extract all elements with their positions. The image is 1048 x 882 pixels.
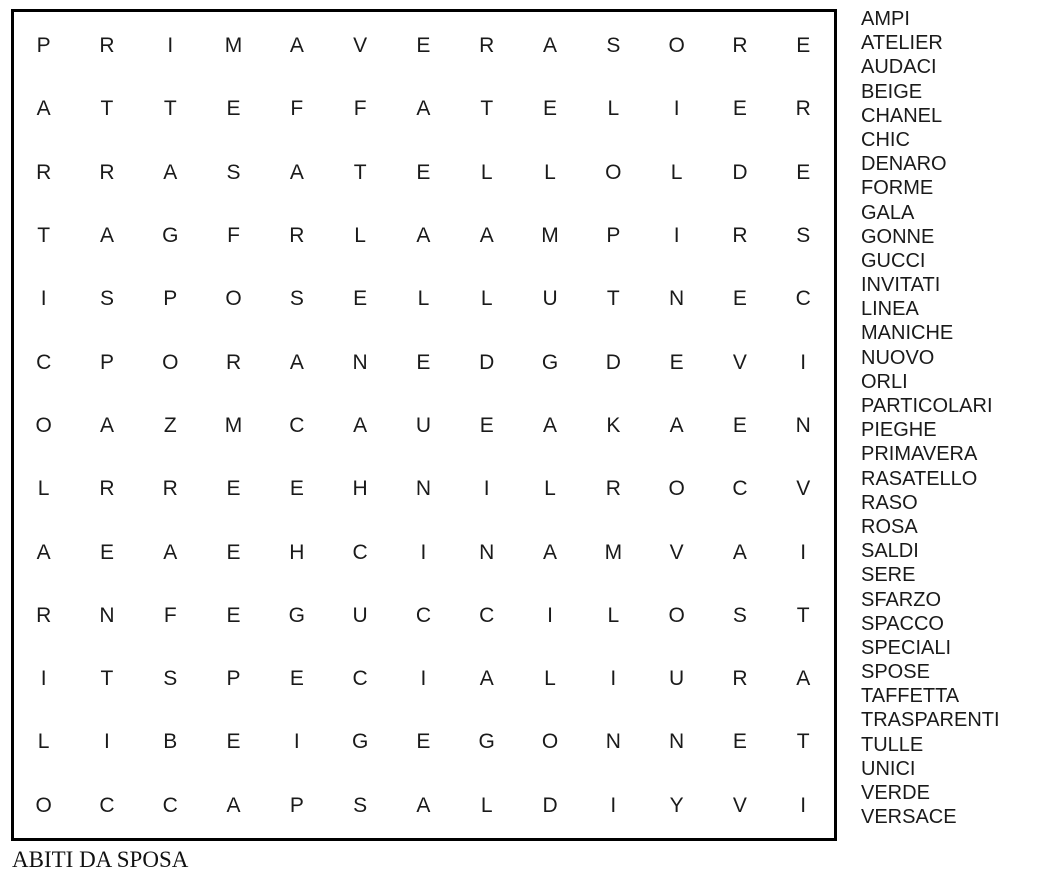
grid-cell[interactable]: E [732,287,747,311]
word-list [861,7,1000,829]
word-list-item: ORLI [861,370,908,393]
grid-cell[interactable]: U [415,413,432,437]
grid-cell[interactable]: E [796,34,811,58]
grid-cell[interactable]: A [479,667,494,691]
grid-cell[interactable]: N [795,413,811,437]
word-list-item: VERSACE [861,806,957,829]
word-list-item: FORME [861,177,934,200]
grid-cell[interactable]: O [668,34,685,58]
grid-cell[interactable]: O [225,287,242,311]
grid-cell[interactable]: I [673,97,680,121]
grid-cell[interactable]: O [668,603,685,627]
grid-cell[interactable]: P [99,350,114,374]
grid-cell[interactable]: O [35,793,52,817]
grid-cell[interactable]: M [224,413,243,437]
grid-cell[interactable]: F [227,224,240,248]
grid-cell[interactable]: T [37,224,51,248]
grid-cell[interactable]: C [415,603,432,627]
grid-cell[interactable]: E [543,97,558,121]
grid-cell[interactable]: I [420,540,427,564]
grid-cell[interactable]: C [352,540,368,564]
grid-cell[interactable]: L [37,730,50,754]
grid-cell[interactable]: N [605,730,621,754]
word-list-item: ATELIER [861,32,943,55]
grid-cell[interactable]: U [352,603,368,627]
grid-cell[interactable]: N [415,477,432,501]
grid-cell[interactable]: A [543,540,558,564]
grid-cell[interactable]: L [37,477,50,501]
grid-cell[interactable]: N [352,350,368,374]
word-list-item: LINEA [861,298,919,321]
word-list-item: RASO [861,491,918,514]
grid-cell[interactable]: E [416,730,431,754]
grid-cell[interactable]: A [669,413,684,437]
grid-cell[interactable]: D [605,350,621,374]
grid-cell[interactable]: G [162,224,179,248]
word-list-item: NUOVO [861,346,935,369]
word-list-item: PARTICOLARI [861,395,993,417]
grid-cell[interactable]: S [226,160,241,184]
grid-cell[interactable]: I [483,477,490,501]
grid-cell[interactable]: S [796,224,811,248]
grid-cell[interactable]: U [669,667,685,691]
grid-cell[interactable]: N [669,730,685,754]
grid-cell[interactable]: E [732,413,747,437]
grid-cell[interactable]: G [478,730,495,754]
grid-cell[interactable]: U [542,287,558,311]
grid-cell[interactable]: E [226,730,241,754]
grid-cell[interactable]: C [795,287,811,311]
word-list-item: MANICHE [861,322,954,345]
grid-cell[interactable]: L [544,160,556,184]
grid-cell[interactable]: F [163,603,177,627]
word-list-item: SPECIALI [861,636,952,659]
grid-cell[interactable]: A [732,540,747,564]
grid-cell[interactable]: R [225,350,242,374]
word-list-item: PRIMAVERA [861,443,978,466]
grid-cell[interactable]: I [800,540,807,564]
grid-cell[interactable]: F [353,97,367,121]
grid-cell[interactable]: F [290,97,304,121]
grid-cell[interactable]: R [732,224,748,248]
word-list-item: SFARZO [861,588,942,611]
grid-cell[interactable]: S [732,603,747,627]
grid-cell[interactable]: E [416,160,431,184]
grid-cell[interactable]: A [796,667,811,691]
grid-cell[interactable]: I [610,667,617,691]
grid-cell[interactable]: R [99,160,115,184]
grid-cell[interactable]: S [163,667,178,691]
grid-cell[interactable]: R [795,97,811,121]
grid-cell[interactable]: R [99,34,115,58]
grid-cell[interactable]: T [796,603,810,627]
grid-cell[interactable]: E [99,540,114,564]
grid-cell[interactable]: I [673,224,680,248]
grid-cell[interactable]: E [226,477,241,501]
word-list-item: VERDE [861,782,930,804]
grid-cell[interactable]: T [163,97,177,121]
grid-cell[interactable]: D [542,793,558,817]
grid-cell[interactable]: L [354,224,366,248]
grid-cell[interactable]: R [36,160,52,184]
grid-cell[interactable]: Y [669,793,684,817]
grid-cell[interactable]: B [163,730,178,754]
grid-cell[interactable]: C [479,603,495,627]
word-list-item: TULLE [861,733,924,756]
word-list-item: PIEGHE [861,419,937,442]
grid-cell[interactable]: A [479,224,494,248]
grid-cell[interactable]: E [796,160,811,184]
grid-cell[interactable]: C [162,793,178,817]
grid-cell[interactable]: G [288,603,305,627]
word-list-item: GUCCI [861,249,926,272]
grid-cell[interactable]: N [669,287,685,311]
grid-cell[interactable]: I [293,730,300,754]
grid-cell[interactable]: H [352,477,368,501]
grid-cell[interactable]: A [416,793,431,817]
grid-cell[interactable]: P [36,34,51,58]
grid-cell[interactable]: O [541,730,559,754]
grid-cell[interactable]: A [416,224,431,248]
grid-cell[interactable]: V [796,477,811,501]
grid-cell[interactable]: I [420,667,427,691]
grid-cell[interactable]: C [99,793,115,817]
grid-cell[interactable]: A [289,34,304,58]
grid-cell[interactable]: E [416,34,431,58]
grid-cell[interactable]: A [289,160,304,184]
grid-cell[interactable]: C [289,413,305,437]
grid-cell[interactable]: R [289,224,305,248]
grid-cell[interactable]: T [606,287,620,311]
grid-cell[interactable]: I [610,793,617,817]
grid-cell[interactable]: R [732,34,748,58]
grid-cell[interactable]: A [163,540,178,564]
grid-cell[interactable]: M [604,540,623,564]
grid-cell[interactable]: A [36,540,51,564]
grid-cell[interactable]: I [104,730,110,754]
grid-cell[interactable]: A [226,793,241,817]
grid-cell[interactable]: M [541,224,559,248]
grid-cell[interactable]: O [162,350,179,374]
grid-cell[interactable]: R [479,34,495,58]
grid-cell[interactable]: L [607,97,620,121]
grid-cell[interactable]: A [99,413,114,437]
grid-cell[interactable]: E [226,603,241,627]
word-list-item: AMPI [861,8,910,30]
grid-cell[interactable]: V [732,350,747,374]
grid-cell[interactable]: A [163,160,178,184]
grid-cell[interactable]: D [732,160,748,184]
word-list-item: RASATELLO [861,467,978,490]
grid-cell[interactable]: I [800,350,807,374]
grid-cell[interactable]: E [289,667,304,691]
grid-cell[interactable]: E [669,350,684,374]
grid-cell[interactable]: L [480,287,493,311]
grid-cell[interactable]: A [36,97,51,121]
grid-cell[interactable]: E [226,97,241,121]
word-list-item: GALA [861,201,915,224]
grid-cell[interactable]: M [224,34,243,58]
word-list-item: INVITATI [861,274,941,297]
grid-cell[interactable]: N [479,540,495,564]
grid-cell[interactable]: E [353,287,368,311]
grid-cell[interactable]: A [353,413,368,437]
grid-cell[interactable]: E [416,350,431,374]
grid-cell[interactable]: T [480,97,494,121]
grid-cell[interactable]: D [479,350,495,374]
word-list-item: TAFFETTA [861,685,960,708]
word-list-item: SPOSE [861,661,930,684]
grid-cell[interactable]: S [289,287,304,311]
word-list-item: CHANEL [861,104,943,127]
word-list-item: SALDI [861,540,919,563]
grid-cell[interactable]: A [543,34,558,58]
grid-cell[interactable]: C [36,350,52,374]
grid-cell[interactable]: R [99,477,115,501]
grid-cell[interactable]: T [353,160,367,184]
grid-cell[interactable]: I [547,603,553,627]
grid-cell[interactable]: O [605,160,622,184]
grid-cell[interactable]: E [732,730,747,754]
grid-cell[interactable]: T [100,97,114,121]
grid-cell[interactable]: E [479,413,494,437]
grid-cell[interactable]: N [99,603,115,627]
grid-cell[interactable]: P [226,667,241,691]
word-list-item: BEIGE [861,80,923,103]
grid-cell[interactable]: I [167,34,174,58]
grid-cell[interactable]: C [352,667,368,691]
grid-cell[interactable]: A [289,350,304,374]
grid-cell[interactable]: H [289,540,305,564]
word-list-item: GONNE [861,225,935,248]
grid-cell[interactable]: A [416,97,431,121]
grid-cell[interactable]: I [40,287,47,311]
grid-cell[interactable]: L [544,667,556,691]
letter-grid[interactable] [12,14,835,837]
grid-cell[interactable]: S [353,793,368,817]
grid-cell[interactable]: G [541,350,559,374]
grid-cell[interactable]: C [732,477,748,501]
grid-cell[interactable]: O [35,413,52,437]
grid-cell[interactable]: T [100,667,114,691]
grid-cell[interactable]: G [351,730,369,754]
word-list-item: DENARO [861,153,947,176]
grid-cell[interactable]: R [162,477,178,501]
grid-cell[interactable]: L [670,160,683,184]
word-list-item: AUDACI [861,56,937,79]
grid-cell[interactable]: V [669,540,684,564]
grid-cell[interactable]: L [480,160,493,184]
grid-cell[interactable]: R [36,603,52,627]
word-list-item: CHIC [861,128,910,151]
grid-cell[interactable]: I [40,667,47,691]
grid-cell[interactable]: E [732,97,747,121]
grid-cell[interactable]: K [606,413,621,437]
word-list-item: SPACCO [861,612,944,635]
grid-cell[interactable]: T [796,730,810,754]
grid-cell[interactable]: L [480,793,493,817]
grid-cell[interactable]: A [99,224,114,248]
grid-cell[interactable]: P [163,287,178,311]
grid-cell[interactable]: R [732,667,748,691]
word-list-item: SERE [861,564,916,587]
grid-cell[interactable]: V [732,793,747,817]
puzzle-title: ABITI DA SPOSA [12,847,189,872]
grid-cell[interactable]: E [289,477,304,501]
grid-cell[interactable]: E [226,540,241,564]
grid-cell[interactable]: L [544,477,556,501]
grid-cell[interactable]: A [543,413,558,437]
grid-cell[interactable]: R [605,477,621,501]
grid-cell[interactable]: S [99,287,114,311]
grid-cell[interactable]: L [417,287,430,311]
grid-cell[interactable]: L [607,603,620,627]
grid-cell[interactable]: P [289,793,304,817]
grid-cell[interactable]: P [606,224,621,248]
grid-cell[interactable]: O [668,477,685,501]
grid-cell[interactable]: Z [163,413,177,437]
grid-cell[interactable]: I [800,793,807,817]
word-list-item: ROSA [861,515,918,538]
word-list-item: UNICI [861,757,916,780]
word-list-item: TRASPARENTI [861,709,1000,732]
grid-cell[interactable]: V [353,34,368,58]
grid-cell[interactable]: S [606,34,621,58]
